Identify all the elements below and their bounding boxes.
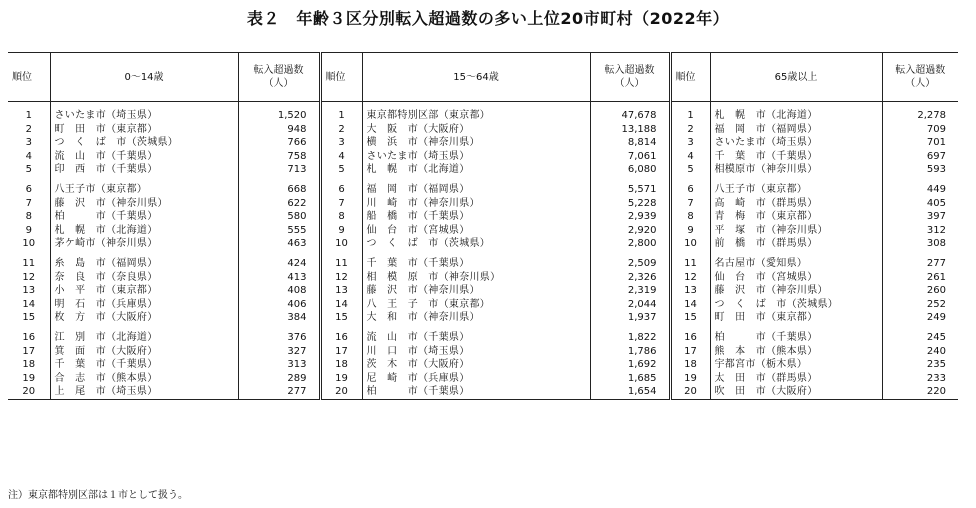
table-row	[8, 358, 958, 372]
table-row	[8, 271, 958, 285]
municipality-cell: 小 平 市（東京都）	[50, 284, 238, 298]
municipality-cell: 仙 台 市（宮城県）	[710, 271, 882, 285]
municipality-cell: 相 模 原 市（神奈川県）	[362, 271, 590, 285]
municipality-cell: 太 田 市（群馬県）	[710, 372, 882, 386]
rank-cell: 14	[670, 298, 710, 312]
net-inflow-cell: 580	[287, 211, 307, 223]
rank-cell: 2	[320, 123, 362, 137]
rank-cell: 10	[320, 237, 362, 251]
municipality-cell: つ く ば 市（茨城県）	[50, 136, 238, 150]
net-inflow-cell: 1,692	[627, 359, 657, 371]
rank-cell: 12	[320, 271, 362, 285]
rank-cell: 3	[8, 136, 50, 150]
net-inflow-cell: 312	[926, 224, 946, 236]
rank-cell: 1	[8, 109, 50, 123]
net-inflow-cell: 2,319	[627, 285, 657, 297]
net-inflow-cell: 327	[287, 345, 307, 357]
municipality-cell: 茨 木 市（大阪府）	[362, 358, 590, 372]
net-inflow-cell: 701	[926, 137, 946, 149]
rank-cell: 11	[670, 257, 710, 271]
municipality-cell: 八王子市（東京都）	[50, 183, 238, 197]
municipality-cell: 札 幌 市（北海道）	[50, 224, 238, 238]
net-inflow-cell: 2,326	[627, 271, 657, 283]
net-inflow-cell: 277	[926, 257, 946, 269]
net-inflow-cell: 697	[926, 150, 946, 162]
rank-cell: 6	[8, 183, 50, 197]
rank-cell: 9	[670, 224, 710, 238]
rank-cell: 4	[8, 150, 50, 164]
municipality-cell: 宇都宮市（栃木県）	[710, 358, 882, 372]
rank-cell: 10	[670, 237, 710, 251]
net-inflow-cell: 948	[287, 123, 307, 135]
group-header-0-14: 0～14歳	[50, 53, 238, 102]
net-inflow-cell: 235	[926, 359, 946, 371]
table-row	[8, 257, 958, 271]
table-row	[8, 372, 958, 386]
rank-cell: 5	[670, 163, 710, 177]
net-inflow-cell: 463	[287, 238, 307, 250]
net-inflow-cell: 6,080	[627, 164, 657, 176]
municipality-cell: 熊 本 市（熊本県）	[710, 345, 882, 359]
rank-cell: 2	[8, 123, 50, 137]
municipality-cell: 大 和 市（神奈川県）	[362, 311, 590, 325]
municipality-cell: 柏 市（千葉県）	[710, 331, 882, 345]
group-header-15-64: 15～64歳	[362, 53, 590, 102]
municipality-cell: 上 尾 市（埼玉県）	[50, 385, 238, 399]
municipality-cell: 相模原市（神奈川県）	[710, 163, 882, 177]
municipality-cell: 大 阪 市（大阪府）	[362, 123, 590, 137]
rank-header: 順位	[670, 53, 710, 102]
rank-cell: 14	[320, 298, 362, 312]
net-inflow-cell: 593	[926, 164, 946, 176]
rank-cell: 17	[8, 345, 50, 359]
municipality-cell: 川 口 市（埼玉県）	[362, 345, 590, 359]
municipality-cell: 江 別 市（北海道）	[50, 331, 238, 345]
net-inflow-cell: 449	[926, 183, 946, 195]
table-row	[8, 150, 958, 164]
municipality-cell: 平 塚 市（神奈川県）	[710, 224, 882, 238]
table-row	[8, 163, 958, 177]
rank-cell: 1	[320, 109, 362, 123]
net-inflow-cell: 220	[882, 385, 958, 399]
net-inflow-cell: 5,228	[627, 197, 657, 209]
rank-cell: 12	[8, 271, 50, 285]
net-inflow-cell: 260	[926, 285, 946, 297]
rank-cell: 6	[320, 183, 362, 197]
municipality-cell: 流 山 市（千葉県）	[362, 331, 590, 345]
value-header: 転入超過数 （人）	[882, 53, 958, 102]
rank-cell: 2	[670, 123, 710, 137]
net-inflow-cell: 261	[926, 271, 946, 283]
rank-cell: 6	[670, 183, 710, 197]
rank-cell: 18	[670, 358, 710, 372]
rank-cell: 16	[670, 331, 710, 345]
municipality-cell: 合 志 市（熊本県）	[50, 372, 238, 386]
net-inflow-cell: 8,814	[627, 137, 657, 149]
municipality-cell: 札 幌 市（北海道）	[362, 163, 590, 177]
rank-cell: 7	[320, 197, 362, 211]
rank-cell: 11	[8, 257, 50, 271]
rank-cell: 19	[670, 372, 710, 386]
municipality-cell: 川 崎 市（神奈川県）	[362, 197, 590, 211]
table-row	[8, 385, 958, 399]
municipality-cell: 藤 沢 市（神奈川県）	[50, 197, 238, 211]
net-inflow-cell: 7,061	[627, 150, 657, 162]
rank-header: 順位	[8, 53, 50, 102]
net-inflow-cell: 5,571	[627, 183, 657, 195]
table-row	[8, 237, 958, 251]
rank-cell: 7	[8, 197, 50, 211]
spacer-row	[8, 102, 958, 110]
rank-cell: 16	[320, 331, 362, 345]
net-inflow-cell: 384	[287, 312, 307, 324]
net-inflow-cell: 1,937	[627, 312, 657, 324]
municipality-cell: つ く ば 市（茨城県）	[710, 298, 882, 312]
rank-cell: 20	[320, 385, 362, 399]
rank-cell: 8	[670, 210, 710, 224]
table-row	[8, 197, 958, 211]
net-inflow-cell: 240	[926, 345, 946, 357]
net-inflow-cell: 2,278	[917, 110, 946, 121]
rank-header: 順位	[320, 53, 362, 102]
net-inflow-cell: 233	[926, 372, 946, 384]
net-inflow-cell: 1,520	[277, 110, 307, 121]
net-inflow-cell: 277	[238, 385, 320, 399]
rank-cell: 19	[8, 372, 50, 386]
net-inflow-cell: 2,939	[627, 211, 657, 223]
table-row	[8, 123, 958, 137]
table-row	[8, 224, 958, 238]
rank-cell: 15	[8, 311, 50, 325]
municipality-cell: 奈 良 市（奈良県）	[50, 271, 238, 285]
rank-cell: 19	[320, 372, 362, 386]
municipality-cell: 藤 沢 市（神奈川県）	[710, 284, 882, 298]
municipality-cell: 町 田 市（東京都）	[710, 311, 882, 325]
rank-cell: 11	[320, 257, 362, 271]
net-inflow-cell: 1,786	[627, 345, 657, 357]
rank-cell: 16	[8, 331, 50, 345]
table-row	[8, 345, 958, 359]
net-inflow-cell: 2,509	[627, 257, 657, 269]
footnote: 注）東京都特別区部は１市として扱う。	[8, 490, 188, 501]
municipality-cell: 船 橋 市（千葉県）	[362, 210, 590, 224]
net-inflow-cell: 766	[287, 137, 307, 149]
net-inflow-cell: 397	[926, 211, 946, 223]
municipality-cell: 町 田 市（東京都）	[50, 123, 238, 137]
rank-cell: 7	[670, 197, 710, 211]
net-inflow-cell: 1,654	[590, 385, 670, 399]
rank-cell: 5	[8, 163, 50, 177]
rank-cell: 3	[320, 136, 362, 150]
municipality-cell: 柏 市（千葉県）	[362, 385, 590, 399]
municipality-cell: さいたま市（埼玉県）	[710, 136, 882, 150]
net-inflow-cell: 555	[287, 224, 307, 236]
rank-cell: 13	[8, 284, 50, 298]
group-header-65-plus: 65歳以上	[710, 53, 882, 102]
municipality-cell: 高 崎 市（群馬県）	[710, 197, 882, 211]
municipality-cell: 横 浜 市（神奈川県）	[362, 136, 590, 150]
rank-cell: 17	[320, 345, 362, 359]
municipality-cell: さいたま市（埼玉県）	[50, 109, 238, 123]
rank-cell: 20	[670, 385, 710, 399]
net-inflow-cell: 622	[287, 197, 307, 209]
net-inflow-cell: 2,920	[627, 224, 657, 236]
rank-cell: 4	[670, 150, 710, 164]
municipality-cell: 千 葉 市（千葉県）	[710, 150, 882, 164]
net-inflow-cell: 709	[926, 123, 946, 135]
municipality-cell: 尼 崎 市（兵庫県）	[362, 372, 590, 386]
rank-cell: 15	[670, 311, 710, 325]
table-row	[8, 136, 958, 150]
municipality-cell: 札 幌 市（北海道）	[710, 109, 882, 123]
ranking-table	[8, 52, 958, 400]
municipality-cell: 藤 沢 市（神奈川県）	[362, 284, 590, 298]
municipality-cell: 柏 市（千葉県）	[50, 210, 238, 224]
rank-cell: 20	[8, 385, 50, 399]
net-inflow-cell: 47,678	[621, 110, 657, 121]
net-inflow-cell: 2,044	[627, 298, 657, 310]
table-row	[8, 284, 958, 298]
net-inflow-cell: 13,188	[621, 123, 657, 135]
table-row	[8, 311, 958, 325]
municipality-cell: 流 山 市（千葉県）	[50, 150, 238, 164]
rank-cell: 9	[8, 224, 50, 238]
value-header: 転入超過数 （人）	[238, 53, 320, 102]
municipality-cell: 明 石 市（兵庫県）	[50, 298, 238, 312]
table-row	[8, 298, 958, 312]
municipality-cell: 福 岡 市（福岡県）	[710, 123, 882, 137]
rank-cell: 10	[8, 237, 50, 251]
net-inflow-cell: 405	[926, 197, 946, 209]
net-inflow-cell: 249	[926, 312, 946, 324]
rank-cell: 8	[8, 210, 50, 224]
rank-cell: 13	[670, 284, 710, 298]
municipality-cell: 福 岡 市（福岡県）	[362, 183, 590, 197]
rank-cell: 18	[8, 358, 50, 372]
rank-cell: 17	[670, 345, 710, 359]
municipality-cell: さいたま市（埼玉県）	[362, 150, 590, 164]
net-inflow-cell: 308	[926, 238, 946, 250]
net-inflow-cell: 313	[287, 359, 307, 371]
rank-cell: 12	[670, 271, 710, 285]
municipality-cell: 糸 島 市（福岡県）	[50, 257, 238, 271]
municipality-cell: 前 橋 市（群馬県）	[710, 237, 882, 251]
rank-cell: 3	[670, 136, 710, 150]
municipality-cell: 名古屋市（愛知県）	[710, 257, 882, 271]
net-inflow-cell: 408	[287, 285, 307, 297]
municipality-cell: 茅ケ崎市（神奈川県）	[50, 237, 238, 251]
municipality-cell: つ く ば 市（茨城県）	[362, 237, 590, 251]
rank-cell: 5	[320, 163, 362, 177]
net-inflow-cell: 376	[287, 331, 307, 343]
rank-cell: 8	[320, 210, 362, 224]
net-inflow-cell: 245	[926, 331, 946, 343]
municipality-cell: 吹 田 市（大阪府）	[710, 385, 882, 399]
municipality-cell: 箕 面 市（大阪府）	[50, 345, 238, 359]
rank-cell: 1	[670, 109, 710, 123]
net-inflow-cell: 713	[287, 164, 307, 176]
header-row	[8, 53, 958, 102]
rank-cell: 13	[320, 284, 362, 298]
table-title: 表２ 年齢３区分別転入超過数の多い上位20市町村（2022年）	[246, 9, 730, 28]
rank-cell: 14	[8, 298, 50, 312]
net-inflow-cell: 2,800	[627, 238, 657, 250]
value-header: 転入超過数 （人）	[590, 53, 670, 102]
municipality-cell: 印 西 市（千葉県）	[50, 163, 238, 177]
municipality-cell: 千 葉 市（千葉県）	[50, 358, 238, 372]
net-inflow-cell: 289	[287, 372, 307, 384]
municipality-cell: 東京都特別区部（東京都）	[362, 109, 590, 123]
net-inflow-cell: 252	[926, 298, 946, 310]
rank-cell: 4	[320, 150, 362, 164]
rank-cell: 18	[320, 358, 362, 372]
table-row	[8, 210, 958, 224]
municipality-cell: 青 梅 市（東京都）	[710, 210, 882, 224]
municipality-cell: 仙 台 市（宮城県）	[362, 224, 590, 238]
net-inflow-cell: 758	[287, 150, 307, 162]
municipality-cell: 八 王 子 市（東京都）	[362, 298, 590, 312]
net-inflow-cell: 424	[287, 257, 307, 269]
net-inflow-cell: 1,822	[627, 331, 657, 343]
table-row	[8, 331, 958, 345]
rank-cell: 9	[320, 224, 362, 238]
rank-cell: 15	[320, 311, 362, 325]
net-inflow-cell: 406	[287, 298, 307, 310]
table-row	[8, 109, 958, 123]
net-inflow-cell: 1,685	[627, 372, 657, 384]
net-inflow-cell: 668	[287, 183, 307, 195]
municipality-cell: 八王子市（東京都）	[710, 183, 882, 197]
table-row	[8, 183, 958, 197]
net-inflow-cell: 413	[287, 271, 307, 283]
municipality-cell: 枚 方 市（大阪府）	[50, 311, 238, 325]
municipality-cell: 千 葉 市（千葉県）	[362, 257, 590, 271]
